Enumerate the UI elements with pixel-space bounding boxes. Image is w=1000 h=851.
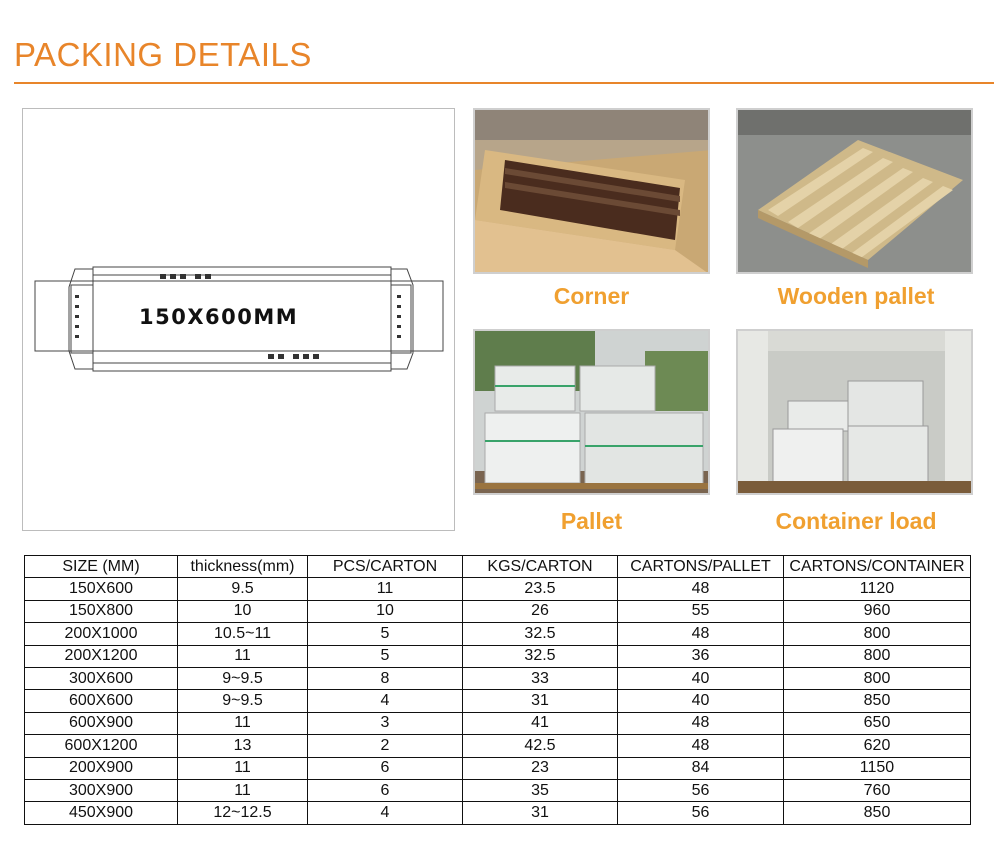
- table-row: [25, 690, 971, 712]
- table-row: [25, 645, 971, 667]
- cell-size: 200X900: [25, 757, 178, 779]
- cell-pcs-carton: 5: [308, 645, 463, 667]
- header-cartons-pallet: CARTONS/PALLET: [618, 556, 784, 578]
- cell-pcs-carton: 2: [308, 735, 463, 757]
- cell-size: 300X600: [25, 667, 178, 689]
- wooden-pallet-caption: Wooden pallet: [777, 283, 935, 309]
- cell-kgs-carton: 23.5: [463, 578, 618, 600]
- cell-thickness: 12~12.5: [178, 802, 308, 824]
- cell-kgs-carton: 42.5: [463, 735, 618, 757]
- table-row: [25, 578, 971, 600]
- cell-pcs-carton: 6: [308, 779, 463, 801]
- cell-size: 600X900: [25, 712, 178, 734]
- cell-thickness: 11: [178, 645, 308, 667]
- cell-pcs-carton: 3: [308, 712, 463, 734]
- table-header-row: [25, 556, 971, 578]
- header-thickness: thickness(mm): [178, 556, 308, 578]
- cell-cartons-pallet: 40: [618, 667, 784, 689]
- cell-cartons-pallet: 48: [618, 578, 784, 600]
- table-row: [25, 735, 971, 757]
- cell-size: 300X900: [25, 779, 178, 801]
- cell-cartons-container: 850: [784, 802, 971, 824]
- cell-cartons-container: 800: [784, 623, 971, 645]
- pallet-photo: [473, 329, 710, 495]
- packing-spec-table: [24, 555, 971, 825]
- cell-size: 600X1200: [25, 735, 178, 757]
- cell-cartons-container: 850: [784, 690, 971, 712]
- cell-thickness: 11: [178, 779, 308, 801]
- cell-cartons-pallet: 56: [618, 802, 784, 824]
- cell-size: 200X1200: [25, 645, 178, 667]
- table-row: [25, 757, 971, 779]
- cell-pcs-carton: 10: [308, 600, 463, 622]
- page-title: PACKING DETAILS: [14, 36, 312, 73]
- wooden-pallet-photo: [736, 108, 973, 274]
- diagram-size-label: 150X600MM: [139, 305, 299, 329]
- cell-kgs-carton: 41: [463, 712, 618, 734]
- cell-thickness: 9.5: [178, 578, 308, 600]
- cell-cartons-pallet: 48: [618, 712, 784, 734]
- cell-cartons-pallet: 84: [618, 757, 784, 779]
- cell-cartons-container: 760: [784, 779, 971, 801]
- cell-thickness: 11: [178, 757, 308, 779]
- cell-size: 600X600: [25, 690, 178, 712]
- cell-kgs-carton: 31: [463, 802, 618, 824]
- container-load-caption: Container load: [775, 508, 937, 534]
- cell-kgs-carton: 33: [463, 667, 618, 689]
- carton-diagram: [22, 108, 455, 531]
- cell-size: 200X1000: [25, 623, 178, 645]
- cell-thickness: 10: [178, 600, 308, 622]
- cell-kgs-carton: 35: [463, 779, 618, 801]
- cell-cartons-container: 1120: [784, 578, 971, 600]
- title-divider: [14, 82, 994, 84]
- cell-pcs-carton: 5: [308, 623, 463, 645]
- cell-size: 450X900: [25, 802, 178, 824]
- cell-cartons-pallet: 56: [618, 779, 784, 801]
- cell-cartons-container: 650: [784, 712, 971, 734]
- table-row: [25, 667, 971, 689]
- cell-cartons-pallet: 48: [618, 623, 784, 645]
- cell-thickness: 13: [178, 735, 308, 757]
- table-row: [25, 802, 971, 824]
- cell-cartons-container: 620: [784, 735, 971, 757]
- header-size: SIZE (MM): [25, 556, 178, 578]
- container-load-photo: [736, 329, 973, 495]
- cell-kgs-carton: 32.5: [463, 645, 618, 667]
- cell-cartons-pallet: 36: [618, 645, 784, 667]
- header-kgs-carton: KGS/CARTON: [463, 556, 618, 578]
- cell-kgs-carton: 23: [463, 757, 618, 779]
- cell-cartons-container: 1150: [784, 757, 971, 779]
- cell-thickness: 9~9.5: [178, 667, 308, 689]
- header-cartons-container: CARTONS/CONTAINER: [784, 556, 971, 578]
- table-row: [25, 623, 971, 645]
- cell-size: 150X600: [25, 578, 178, 600]
- corner-caption: Corner: [553, 283, 630, 309]
- cell-cartons-container: 800: [784, 667, 971, 689]
- cell-thickness: 11: [178, 712, 308, 734]
- pallet-caption: Pallet: [560, 508, 623, 534]
- cell-pcs-carton: 6: [308, 757, 463, 779]
- cell-size: 150X800: [25, 600, 178, 622]
- cell-kgs-carton: 32.5: [463, 623, 618, 645]
- table-row: [25, 600, 971, 622]
- cell-cartons-container: 800: [784, 645, 971, 667]
- cell-cartons-pallet: 55: [618, 600, 784, 622]
- table-row: [25, 779, 971, 801]
- cell-thickness: 10.5~11: [178, 623, 308, 645]
- cell-cartons-pallet: 40: [618, 690, 784, 712]
- cell-kgs-carton: 31: [463, 690, 618, 712]
- cell-pcs-carton: 4: [308, 690, 463, 712]
- cell-pcs-carton: 4: [308, 802, 463, 824]
- cell-kgs-carton: 26: [463, 600, 618, 622]
- header-pcs-carton: PCS/CARTON: [308, 556, 463, 578]
- cell-cartons-pallet: 48: [618, 735, 784, 757]
- cell-pcs-carton: 8: [308, 667, 463, 689]
- cell-pcs-carton: 11: [308, 578, 463, 600]
- table-row: [25, 712, 971, 734]
- cell-cartons-container: 960: [784, 600, 971, 622]
- cell-thickness: 9~9.5: [178, 690, 308, 712]
- corner-photo: [473, 108, 710, 274]
